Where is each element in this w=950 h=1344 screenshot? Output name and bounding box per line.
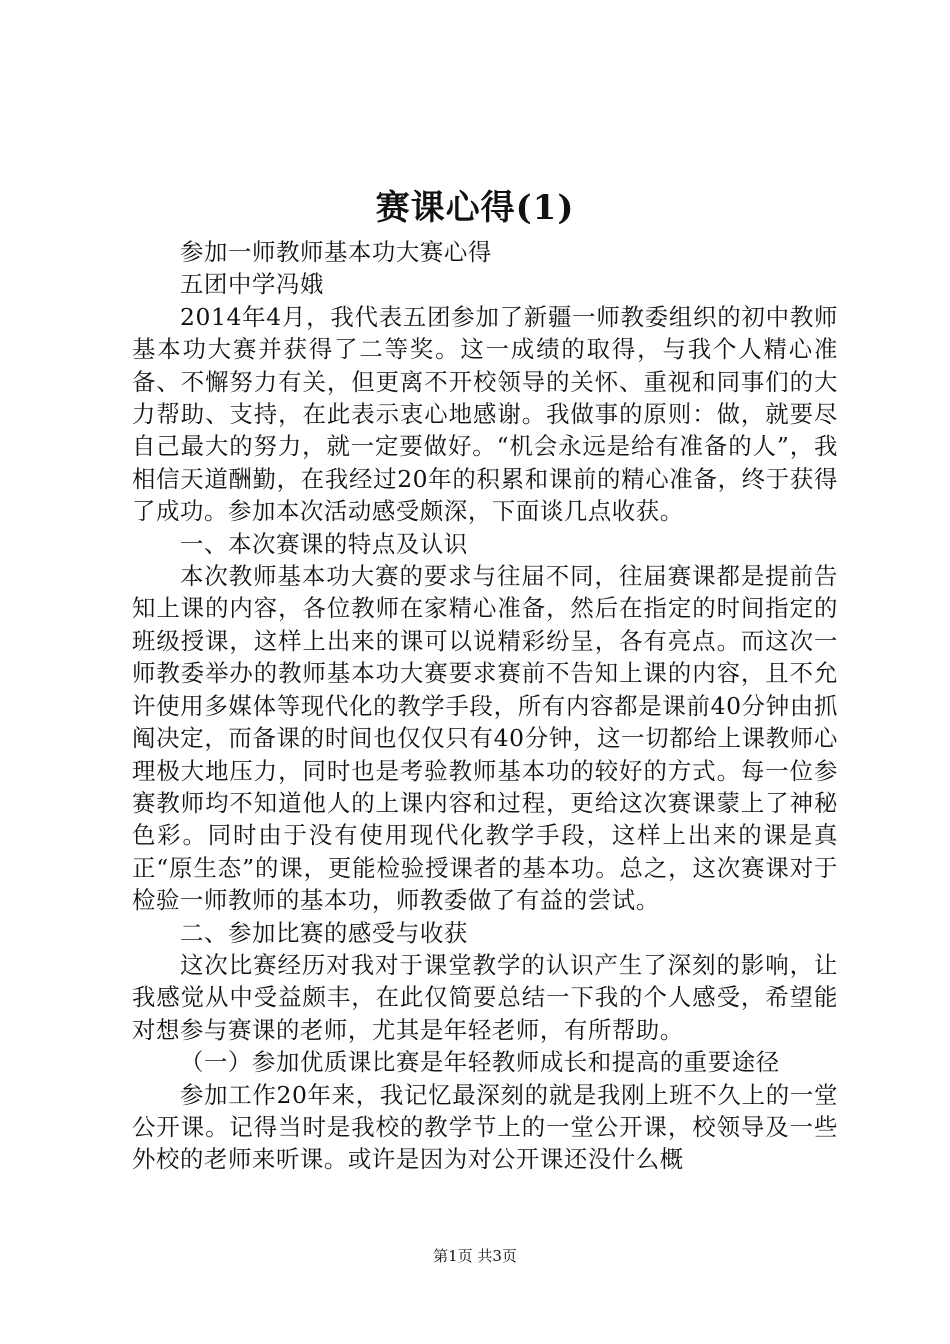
body-paragraph: 本次教师基本功大赛的要求与往届不同，往届赛课都是提前告知上课的内容，各位教师在家精心准备，然后在指定的时间指定的班级授课，这样上出来的课可以说精彩纷呈，各有亮点。而这次一师教委举办的教师基本功大赛要求赛前不告知上课的内容，且不允许使用多媒体等现代化的教学手段，所有内容都是课前40分钟由抓阄决定，而备课的时间也仅仅只有40分钟，这一切都给上课教师心理极大地压力，同时也是考验教师基本功的较好的方式。每一位参赛教师均不知道他人的上课内容和过程，更给这次赛课蒙上了神秘色彩。同时由于没有使用现代化教学手段，这样上出来的课是真正“原生态”的课，更能检验授课者的基本功。总之，这次赛课对于检验一师教师的基本功，师教委做了有益的尝试。 — [132, 562, 838, 915]
section-heading: 一、本次赛课的特点及认识 — [180, 529, 468, 558]
document-title: 赛课心得(1) — [375, 188, 575, 228]
body-paragraph: 2014年4月，我代表五团参加了新疆一师教委组织的初中教师基本功大赛并获得了二等奖。这一成绩的取得，与我个人精心准备、不懈努力有关，但更离不开校领导的关怀、重视和同事们的大力帮助、支持，在此表示衷心地感谢。我做事的原则：做，就要尽自己最大的努力，就一定要做好。“机会永远是给有准备的人”，我相信天道酬勤，在我经过20年的积累和课前的精心准备，终于获得了成功。参加本次活动感受颇深，下面谈几点收获。 — [132, 302, 838, 526]
section-heading: 二、参加比赛的感受与收获 — [180, 918, 468, 947]
page-footer: 第1页 共3页 — [433, 1247, 517, 1265]
author-paragraph: 五团中学冯娥 — [180, 270, 324, 299]
subsection-heading: （一）参加优质课比赛是年轻教师成长和提高的重要途径 — [180, 1048, 780, 1077]
subtitle-paragraph: 参加一师教师基本功大赛心得 — [180, 238, 492, 266]
body-paragraph: 这次比赛经历对我对于课堂教学的认识产生了深刻的影响，让我感觉从中受益颇丰，在此仅简要总结一下我的个人感受，希望能对想参与赛课的老师，尤其是年轻老师，有所帮助。 — [132, 950, 838, 1044]
body-paragraph: 参加工作20年来，我记忆最深刻的就是我刚上班不久上的一堂公开课。记得当时是我校的教学节上的一堂公开课，校领导及一些外校的老师来听课。或许是因为对公开课还没什么概 — [132, 1080, 838, 1174]
document-body — [132, 236, 838, 1176]
